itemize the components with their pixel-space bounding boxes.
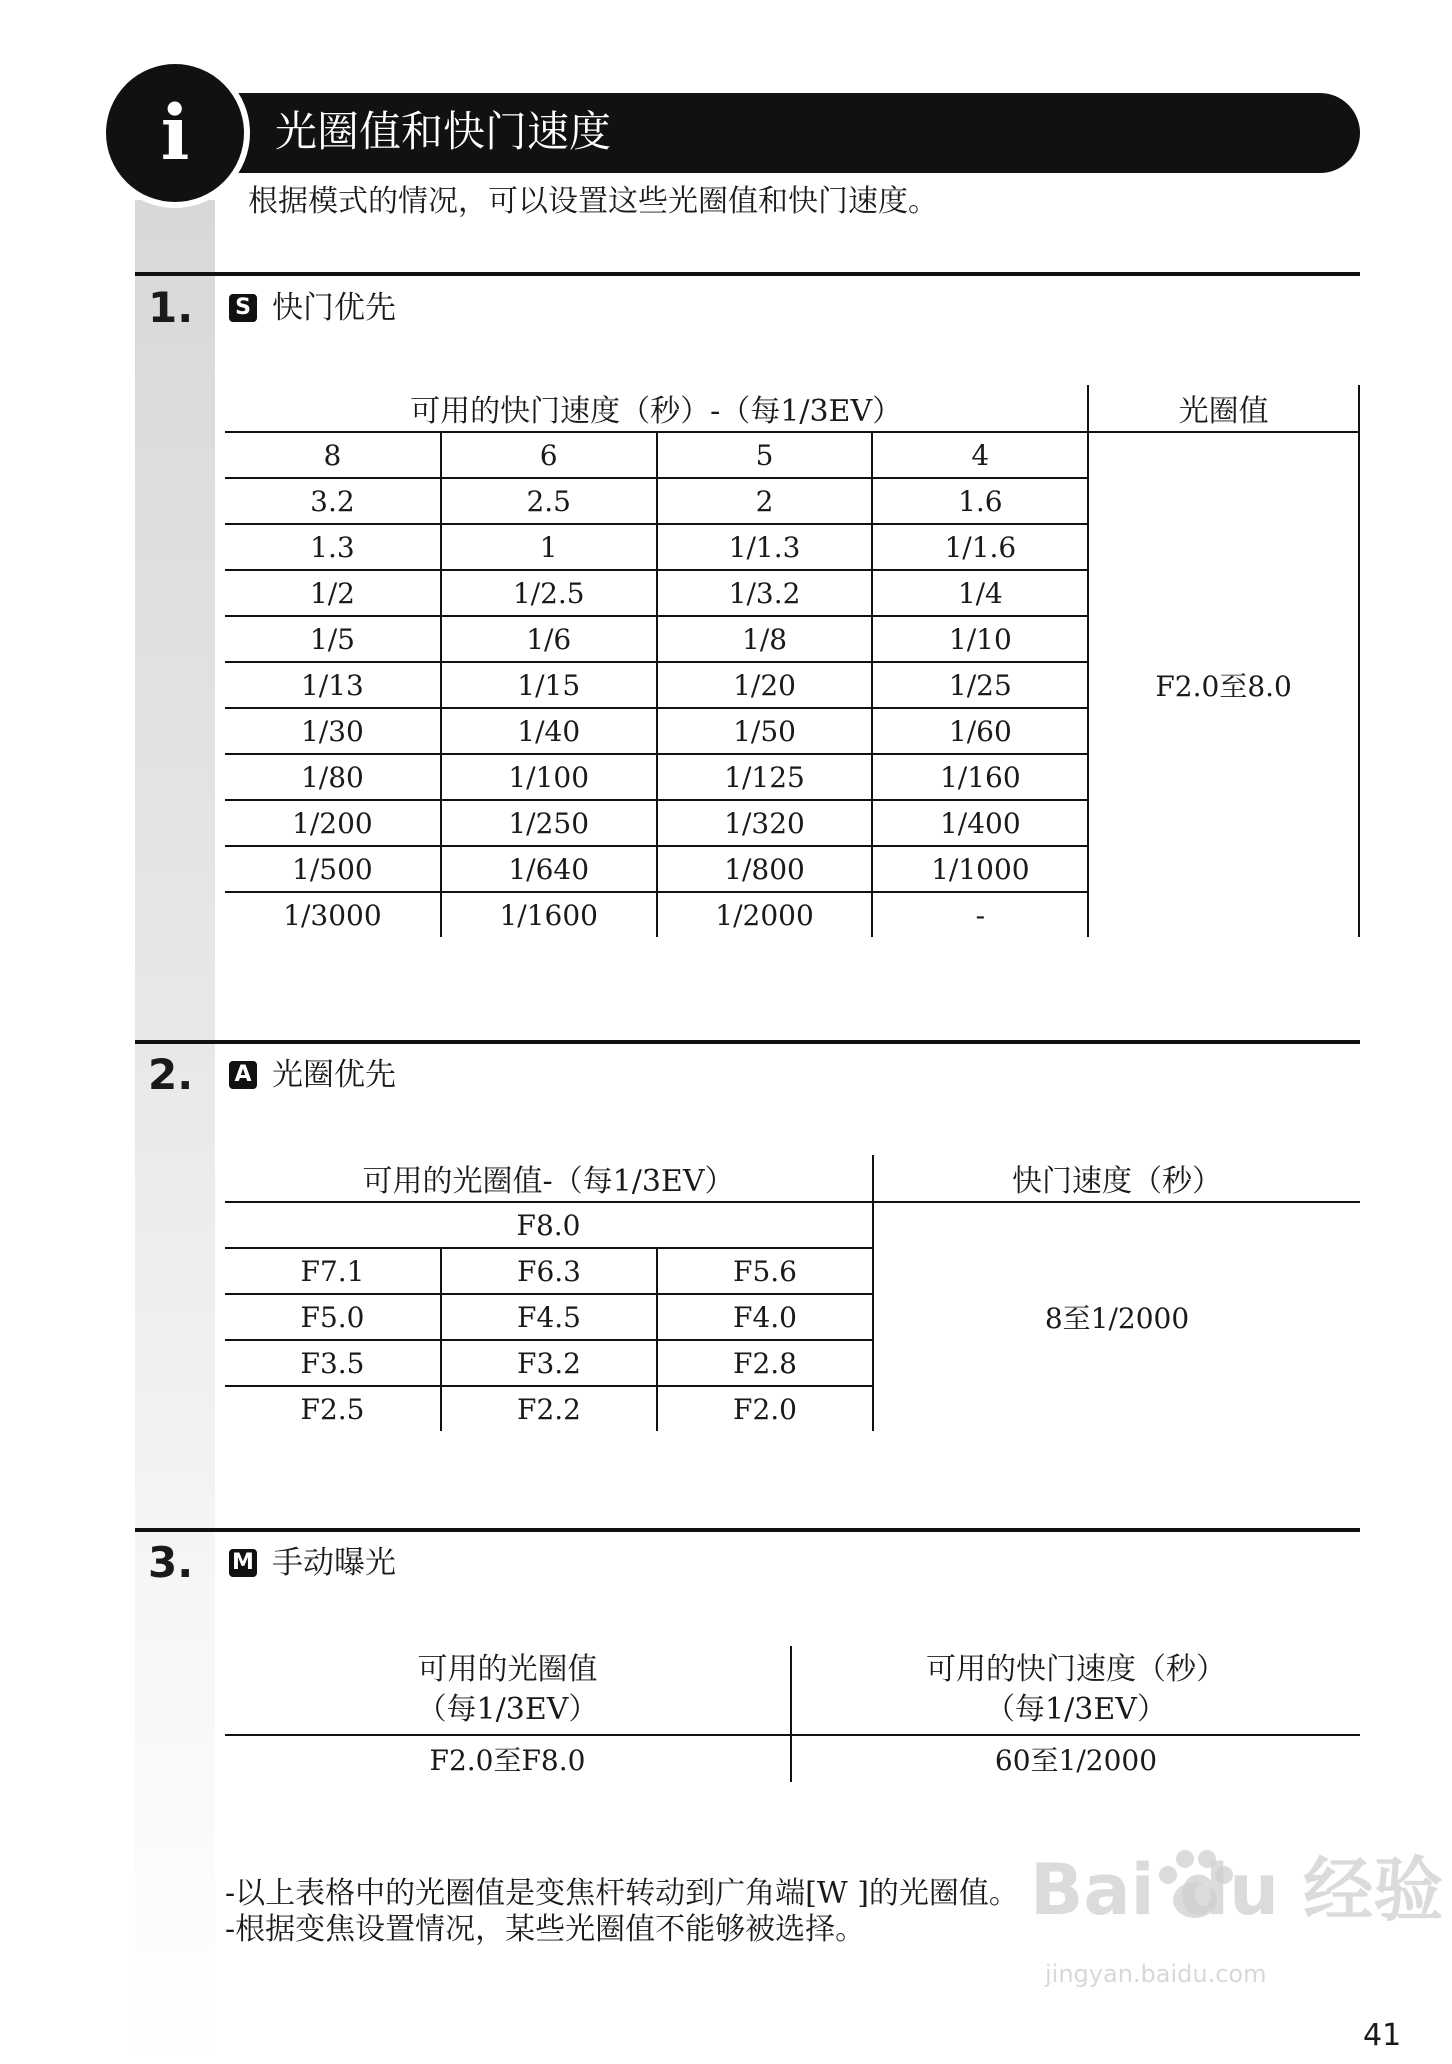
table-header: 可用的光圈值-（每1/3EV） — [225, 1155, 873, 1202]
header-line: 可用的快门速度（秒） — [926, 1652, 1226, 1687]
shutter-speed-table — [225, 385, 1360, 937]
page-title: 光圈值和快门速度 — [275, 107, 612, 156]
page-number: 41 — [1363, 2018, 1402, 2053]
table-cell: 1/800 — [657, 846, 873, 892]
table-cell: 1 — [441, 524, 657, 570]
table-cell: 1/250 — [441, 800, 657, 846]
table-cell: 1/25 — [872, 662, 1088, 708]
table-cell: 1/500 — [225, 846, 441, 892]
table-cell: 1/2000 — [657, 892, 873, 937]
table-header — [225, 1646, 791, 1735]
table-cell: 1/320 — [657, 800, 873, 846]
aperture-priority-icon: A — [229, 1061, 257, 1089]
header-subline: （每1/3EV） — [416, 1692, 599, 1727]
section-number: 2. — [148, 1050, 194, 1099]
table-cell: F2.8 — [657, 1340, 873, 1386]
table-cell: 1/1000 — [872, 846, 1088, 892]
table-cell: 1/15 — [441, 662, 657, 708]
table-cell: 1/6 — [441, 616, 657, 662]
table-header: 光圈值 — [1088, 385, 1359, 432]
section-divider — [135, 1528, 1360, 1532]
table-cell: 1/1600 — [441, 892, 657, 937]
page-subtitle: 根据模式的情况，可以设置这些光圈值和快门速度。 — [248, 184, 938, 219]
footnote: -根据变焦设置情况，某些光圈值不能够被选择。 — [225, 1912, 866, 1947]
table-cell: 1.3 — [225, 524, 441, 570]
table-cell: 1/100 — [441, 754, 657, 800]
header-subline: （每1/3EV） — [985, 1692, 1167, 1727]
table-cell: 1/50 — [657, 708, 873, 754]
table-cell: 1/2.5 — [441, 570, 657, 616]
shutter-range-cell: 8至1/2000 — [873, 1202, 1360, 1431]
section-title: 手动曝光 — [272, 1545, 396, 1581]
table-cell: F5.0 — [225, 1294, 441, 1340]
table-cell: 2.5 — [441, 478, 657, 524]
table-cell: 1/5 — [225, 616, 441, 662]
table-cell: 1/1.6 — [872, 524, 1088, 570]
table-cell: F5.6 — [657, 1248, 873, 1294]
table-cell: F2.0至F8.0 — [225, 1735, 791, 1782]
table-cell: 1/3000 — [225, 892, 441, 937]
info-icon-letter: i — [160, 88, 190, 177]
table-row — [225, 1735, 1360, 1782]
table-cell: 1/8 — [657, 616, 873, 662]
table-cell: F2.2 — [441, 1386, 657, 1431]
table-cell: 6 — [441, 432, 657, 478]
table-header: 快门速度（秒） — [873, 1155, 1360, 1202]
section-divider — [135, 1040, 1360, 1044]
table-cell: 60至1/2000 — [994, 1744, 1158, 1777]
table-cell: 4 — [872, 432, 1088, 478]
table-cell: F2.5 — [225, 1386, 441, 1431]
table-cell: 1/400 — [872, 800, 1088, 846]
table-cell: 1/200 — [225, 800, 441, 846]
table-cell: 1/13 — [225, 662, 441, 708]
footnote: -以上表格中的光圈值是变焦杆转动到广角端[W ]的光圈值。 — [225, 1876, 1019, 1911]
manual-table — [225, 1646, 1360, 1782]
table-cell: 2 — [657, 478, 873, 524]
table-cell: 1/2 — [225, 570, 441, 616]
table-cell: F6.3 — [441, 1248, 657, 1294]
table-cell: F2.0 — [657, 1386, 873, 1431]
table-cell: 1/30 — [225, 708, 441, 754]
table-cell: 1/640 — [441, 846, 657, 892]
section-number: 3. — [148, 1538, 194, 1587]
table-row — [225, 1202, 1360, 1248]
table-cell: 1/125 — [657, 754, 873, 800]
table-cell: 1/20 — [657, 662, 873, 708]
table-cell: 1/60 — [872, 708, 1088, 754]
table-cell: 1/3.2 — [657, 570, 873, 616]
aperture-table — [225, 1155, 1360, 1431]
table-row — [225, 432, 1359, 478]
section-divider — [135, 272, 1360, 276]
table-cell: 1/10 — [872, 616, 1088, 662]
table-cell: 5 — [657, 432, 873, 478]
table-cell: F7.1 — [225, 1248, 441, 1294]
shutter-priority-icon: S — [229, 294, 257, 322]
watermark-url: jingyan.baidu.com — [1045, 1960, 1267, 1988]
table-header: 可用的快门速度（秒）-（每1/3EV） — [225, 385, 1088, 432]
margin-gradient-bar — [135, 200, 215, 2064]
table-cell: 3.2 — [225, 478, 441, 524]
header-line: 可用的光圈值 — [417, 1652, 598, 1687]
section-title: 光圈优先 — [272, 1057, 396, 1093]
aperture-range-cell: F2.0至8.0 — [1088, 432, 1359, 937]
table-cell: - — [872, 892, 1088, 937]
section-title: 快门优先 — [272, 290, 396, 326]
table-cell: F4.5 — [441, 1294, 657, 1340]
table-header — [791, 1646, 1360, 1735]
table-cell: F8.0 — [225, 1202, 873, 1248]
table-cell: F3.5 — [225, 1340, 441, 1386]
watermark-brand: Bai du 经验 — [1030, 1849, 1444, 1931]
table-cell: F3.2 — [441, 1340, 657, 1386]
table-cell: 1.6 — [872, 478, 1088, 524]
table-cell: 8 — [225, 432, 441, 478]
table-cell: 1/160 — [872, 754, 1088, 800]
table-cell: F4.0 — [657, 1294, 873, 1340]
manual-exposure-icon: M — [229, 1549, 257, 1577]
table-cell: 1/80 — [225, 754, 441, 800]
table-cell: 1/1.3 — [657, 524, 873, 570]
section-number: 1. — [148, 283, 194, 332]
table-cell: 1/4 — [872, 570, 1088, 616]
table-cell: 1/40 — [441, 708, 657, 754]
